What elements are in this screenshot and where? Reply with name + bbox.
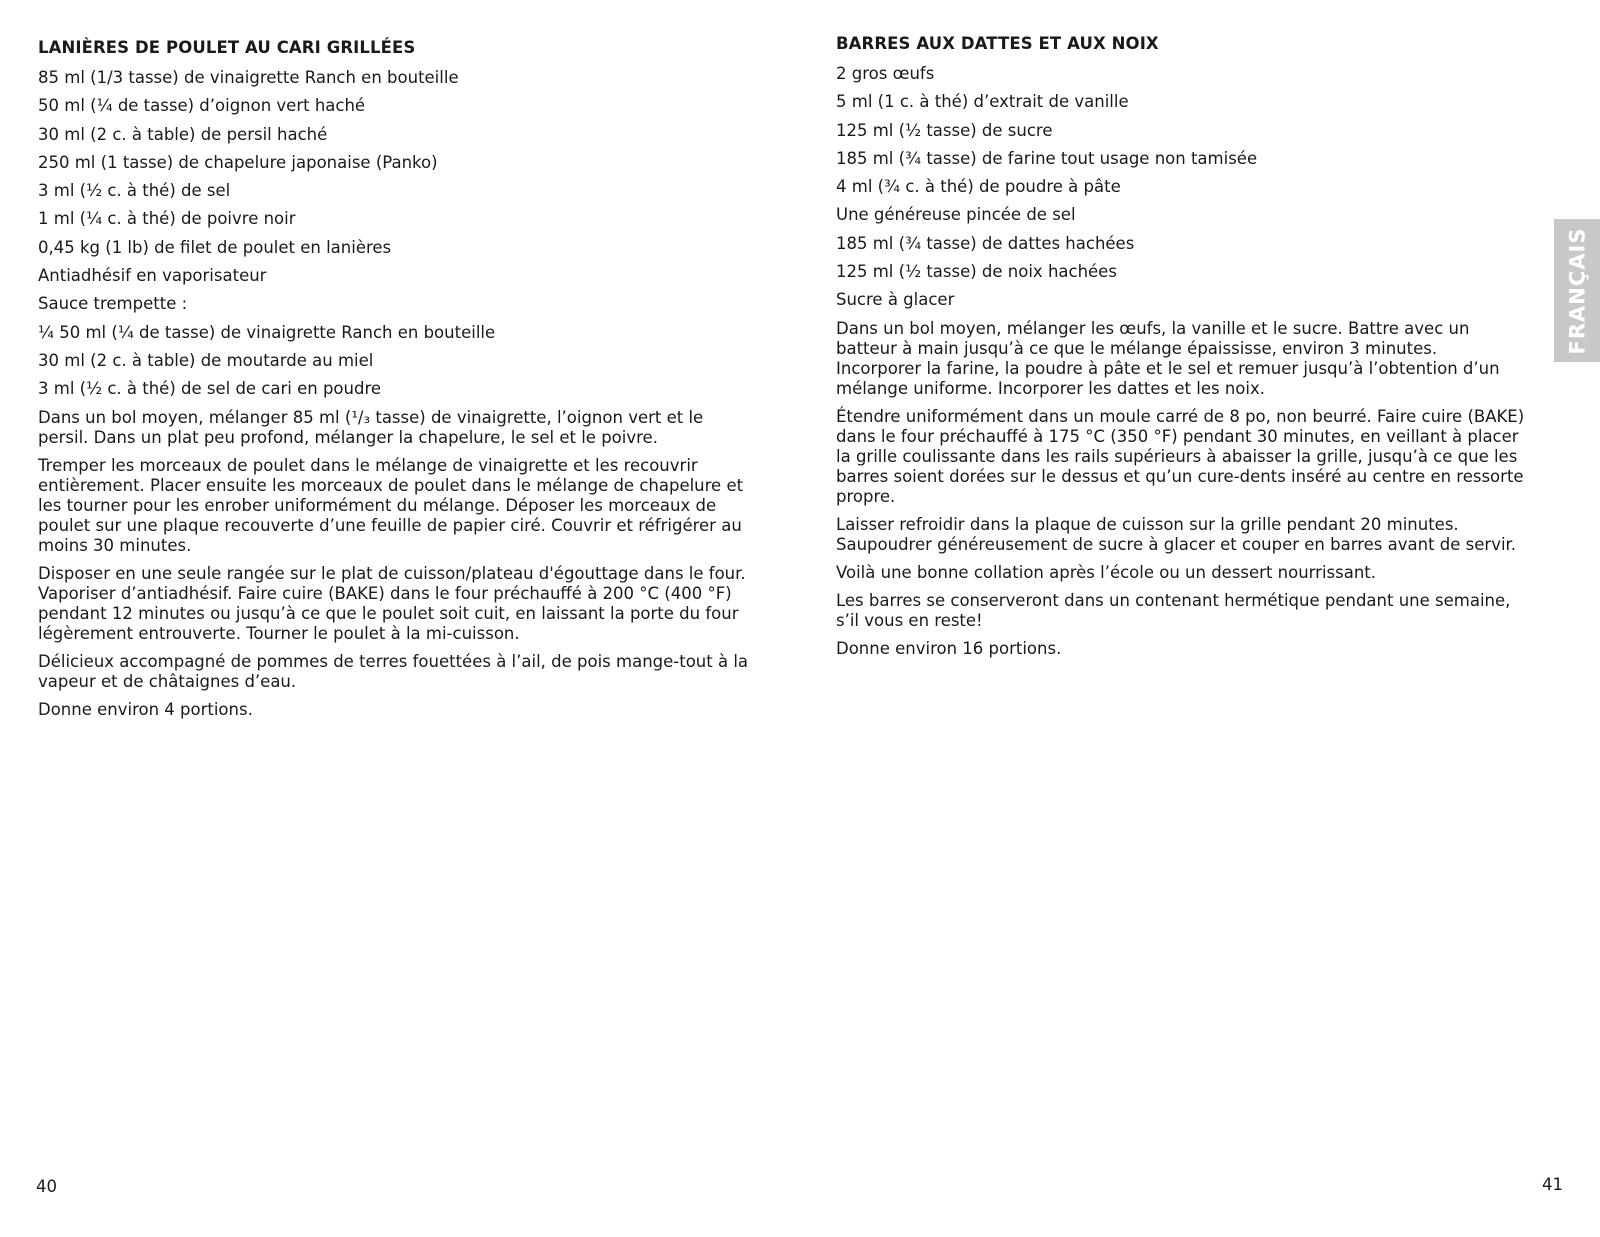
servings: Donne environ 4 portions. [38, 699, 253, 719]
instruction-paragraph: Les barres se conserveront dans un contenant hermétique pendant une semaine, s’il vous en reste! [836, 590, 1511, 630]
ingredient: 185 ml (¾ tasse) de dattes hachées [836, 233, 1135, 253]
ingredient: ¼ 50 ml (¼ de tasse) de vinaigrette Ranch en bouteille [38, 322, 496, 342]
ingredient: 2 gros œufs [836, 64, 935, 83]
ingredient: 125 ml (½ tasse) de noix hachées [836, 262, 1117, 282]
ingredient: 85 ml (1/3 tasse) de vinaigrette Ranch en bouteille [38, 68, 459, 87]
ingredient: 30 ml (2 c. à table) de moutarde au miel [38, 350, 374, 370]
ingredient: 4 ml (¾ c. à thé) de poudre à pâte [836, 177, 1121, 197]
instructions [836, 319, 1526, 659]
servings: Donne environ 16 portions. [836, 638, 1062, 658]
ingredient: 3 ml (½ c. à thé) de sel [38, 181, 231, 201]
ingredient: 125 ml (½ tasse) de sucre [836, 120, 1053, 140]
right-page-recipe [836, 34, 1526, 667]
instruction-paragraph: Voilà une bonne collation après l’école ou un dessert nourrissant. [836, 562, 1377, 582]
ingredient: 50 ml (¼ de tasse) d’oignon vert haché [38, 96, 366, 116]
language-tab [1554, 219, 1600, 362]
ingredient: Sucre à glacer [836, 290, 955, 310]
recipe-title: LANIÈRES DE POULET AU CARI GRILLÉES [38, 38, 416, 57]
ingredient: Une généreuse pincée de sel [836, 205, 1076, 225]
instruction-paragraph: Dans un bol moyen, mélanger les œufs, la vanille et le sucre. Battre avec un batteur à main jusqu’à ce que le mélange épaississe, environ 3 minutes. Incorporer la farine, la poudre à pâte et le sel et remuer jusqu’à l’obtention d’un mélange uniforme. Incorporer les dattes et les noix. [836, 318, 1500, 398]
ingredient: 3 ml (½ c. à thé) de sel de cari en poudre [38, 379, 382, 399]
ingredient: 5 ml (1 c. à thé) d’extrait de vanille [836, 92, 1129, 112]
instruction-paragraph: Étendre uniformément dans un moule carré de 8 po, non beurré. Faire cuire (BAKE) dans le four préchauffé à 175 °C (350 °F) pendant 30 minutes, en veillant à placer la grille coulissante dans les rails supérieurs à abaisser la grille, jusqu’à ce que les barres soient dorées sur le dessus et qu’un cure-dents inséré au centre en ressorte propre. [836, 406, 1525, 506]
instruction-paragraph: Dans un bol moyen, mélanger 85 ml (¹/₃ tasse) de vinaigrette, l’oignon vert et le persil. Dans un plat peu profond, mélanger la chapelure, le sel et le poivre. [38, 407, 704, 447]
page-number-right: 41 [1542, 1175, 1563, 1194]
ingredient: 1 ml (¼ c. à thé) de poivre noir [38, 209, 296, 229]
ingredient: Sauce trempette : [38, 294, 188, 314]
ingredient-list [836, 64, 1526, 310]
instruction-paragraph: Disposer en une seule rangée sur le plat de cuisson/plateau d'égouttage dans le four. Vaporiser d’antiadhésif. Faire cuire (BAKE) dans le four préchauffé à 200 °C (400 °F) pendant 12 minutes ou jusqu’à ce que le poulet soit cuit, en laissant la porte du four légèrement entrouverte. Tourner le poulet à la mi-cuisson. [38, 563, 746, 643]
instructions [38, 408, 750, 720]
instruction-paragraph: Laisser refroidir dans la plaque de cuisson sur la grille pendant 20 minutes. Saupoudrer généreusement de sucre à glacer et couper en barres avant de servir. [836, 514, 1517, 554]
instruction-paragraph: Tremper les morceaux de poulet dans le mélange de vinaigrette et les recouvrir entièrement. Placer ensuite les morceaux de poulet dans le mélange de chapelure et les tourner pour les enrober uniformément du mélange. Déposer les morceaux de poulet sur une plaque recouverte d’une feuille de papier ciré. Couvrir et réfrigérer au moins 30 minutes. [38, 455, 744, 555]
language-tab-label: FRANÇAIS [1565, 227, 1590, 354]
page-number-left: 40 [36, 1177, 57, 1196]
ingredient: 250 ml (1 tasse) de chapelure japonaise (Panko) [38, 152, 438, 172]
ingredient: 30 ml (2 c. à table) de persil haché [38, 124, 328, 144]
ingredient-list [38, 68, 750, 399]
recipe-title: BARRES AUX DATTES ET AUX NOIX [836, 34, 1159, 53]
ingredient: Antiadhésif en vaporisateur [38, 266, 267, 286]
ingredient: 185 ml (¾ tasse) de farine tout usage non tamisée [836, 148, 1258, 168]
ingredient: 0,45 kg (1 lb) de filet de poulet en lanières [38, 237, 392, 257]
left-page-recipe [38, 34, 750, 728]
instruction-paragraph: Délicieux accompagné de pommes de terres fouettées à l’ail, de pois mange-tout à la vapeur et de châtaignes d’eau. [38, 651, 749, 691]
